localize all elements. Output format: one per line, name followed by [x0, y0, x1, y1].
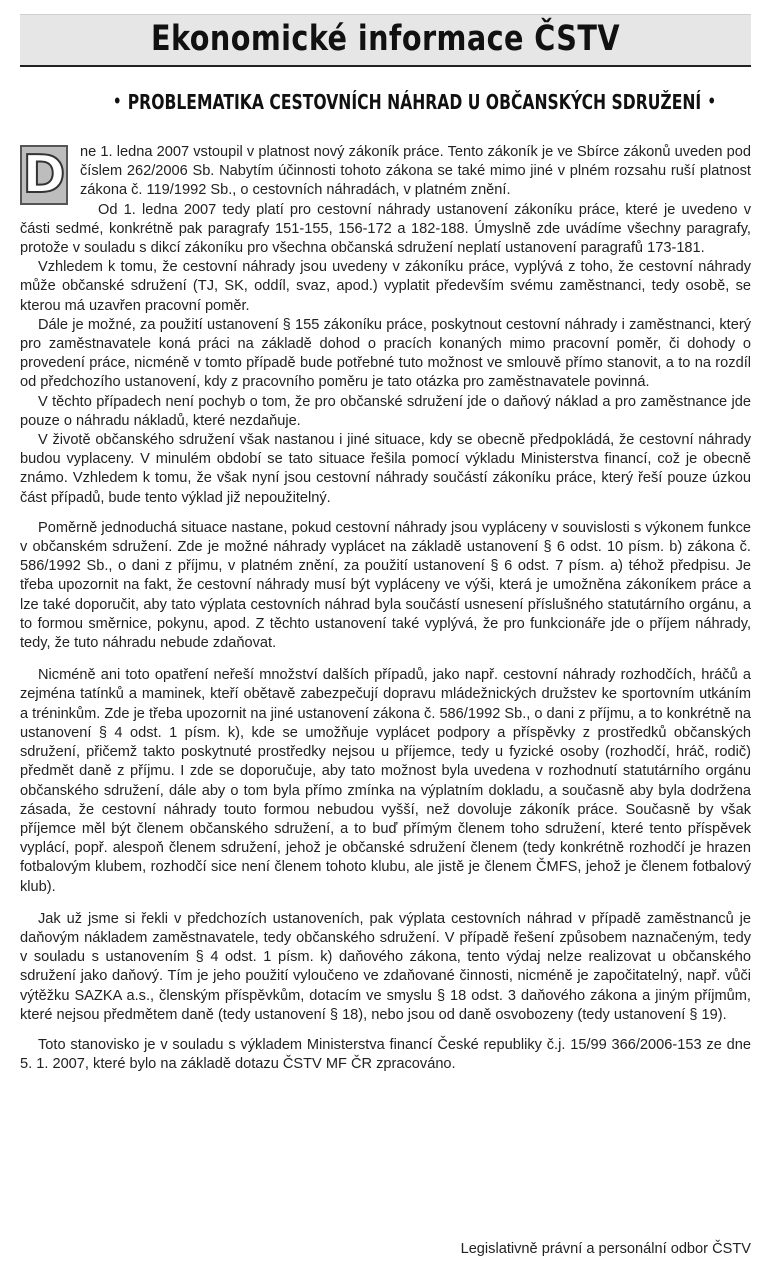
headline-text: PROBLEMATIKA CESTOVNÍCH NÁHRAD U OBČANSKÝCH SDRUŽENÍ	[127, 90, 702, 114]
headline-bullet-left: •	[113, 92, 122, 112]
masthead-rule	[20, 65, 751, 67]
article-body	[20, 143, 751, 1074]
drop-cap: D	[20, 145, 68, 205]
paragraph-8: Nicméně ani toto opatření neřeší množství dalších případů, jako např. cestovní náhrady rozhodčích, hráčů a zejména tatínků a maminek, kteří obětavě zabezpečují dopravu mládežnických družstev ke sportovním utkáním a tréninkům. Zde je třeba upozornit na jiné ustanovení zákona č. 586/1992 Sb., o dani z příjmu, a to konkrétně na ustanovení § 4 odst. 1 písm. k), kde se umožňuje vyplácet podpory a příspěvky z prostředků občanských sdružení, přičemž takto poskytnuté prostředky nejsou u příjemce, tedy u fyzické osoby (rozhodčí, hráč, rodič) předmět daně z příjmu. I zde se doporučuje, aby tato možnost byla uvedena v rozhodnutí statutárního orgánu občanského sdružení, dále aby o tom byla přímo zmínka na výplatním dokladu, a současně aby byla dodržena zásada, že cestovní náhrady touto formou nebudou vyšší, než dovoluje zákoník práce. Současně by však příjemce měl být členem občanského sdružení, a to buď přímým členem toho sdružení, které tento příspěvek vyplácí, popř. alespoň členem sdružení, jehož je občanské sdružení členem (tedy konkrétně rozhodčí je hrazen fotbalovým klubem, rozhodčí sice není členem tohoto klubu, ale jistě je členem ČMFS, jehož je členem fotbalový klub).	[20, 667, 751, 895]
paragraph-6: V životě občanského sdružení však nastanou i jiné situace, kdy se obecně předpokládá, že cestovní náhrady budou vyplaceny. V minulém období se tato situace řešila pomocí výkladu Ministerstva financí, což je obecně známo. Vzhledem k tomu, že však nyní jsou cestovní náhrady součástí zákoníku práce, který řeší pouze úzkou část případů, bude tento výklad již nepoužitelný.	[20, 432, 751, 506]
paragraph-2: Od 1. ledna 2007 tedy platí pro cestovní náhrady ustanovení zákoníku práce, které je uvedeno v části sedmé, konkrétně pak paragrafy 151-155, 156-172 a 182-188. Úmyslně zde uvádíme všechny paragrafy, protože v souladu s dikcí zákoníku pro všechna občanská sdružení neplatí ustanovení paragrafů 173-181.	[20, 201, 751, 257]
article-headline	[20, 90, 751, 114]
paragraph-7: Poměrně jednoduchá situace nastane, pokud cestovní náhrady jsou vypláceny v souvislosti s výkonem funkce v občanském sdružení. Zde je možné náhrady vyplácet na základě ustanovení § 6 odst. 10 písm. b) zákona č. 586/1992 Sb., o dani z příjmu, v platném znění, za použití ustanovení § 6 odst. 7 písm. a) téhož předpisu. Je třeba upozornit na fakt, že cestovní náhrady musí být vypláceny ve výši, která je umožněna zákoníkem práce a lze také doporučit, aby tato výplata cestovních náhrad byla součástí usnesení příslušného statutárního orgánu, a to formou směrnice, pokynu, apod. Z těchto ustanovení také vyplývá, že pro funkcionáře jde o příjem náhrady, tedy, že tuto náhradu nebude zdaňovat.	[20, 519, 751, 652]
masthead-title: Ekonomické informace ČSTV	[151, 19, 620, 59]
paragraph-5: V těchto případech není pochyb o tom, že pro občanské sdružení jde o daňový náklad a pro zaměstnance jde pouze o náhradu nákladů, které nezdaňuje.	[20, 393, 751, 429]
masthead-banner	[20, 14, 751, 65]
paragraph-10: Toto stanovisko je v souladu s výkladem Ministerstva financí České republiky č.j. 15/99 366/2006-153 ze dne 5. 1. 2007, které bylo na základě dotazu ČSTV MF ČR zpracováno.	[20, 1036, 751, 1073]
signature-line: Legislativně právní a personální odbor ČSTV	[460, 1241, 751, 1257]
paragraph-1-text: ne 1. ledna 2007 vstoupil v platnost nový zákoník práce. Tento zákoník je ve Sbírce zákonů uveden pod číslem 262/2006 Sb. Nabytím účinnosti tohoto zákona se také mimo jiné v plném rozsahu ruší platnost zákona č. 119/1992 Sb., o cestovních náhradách, v platném znění.	[80, 144, 751, 199]
headline-bullet-right: •	[707, 92, 716, 112]
paragraph-3: Vzhledem k tomu, že cestovní náhrady jsou uvedeny v zákoníku práce, vyplývá z toho, že cestovní náhrady může občanské sdružení (TJ, SK, oddíl, svaz, apod.) vyplatit především svému zaměstnanci, tedy osobě, se kterou má uzavřen pracovní poměr.	[20, 259, 751, 314]
paragraph-1	[20, 143, 751, 205]
paragraph-9: Jak už jsme si řekli v předchozích ustanoveních, pak výplata cestovních náhrad v případě zaměstnanců je daňovým nákladem zaměstnavatele, tedy občanského sdružení. V případě řešení způsobem naznačeným, tedy v souladu s ustanovením § 4 odst. 1 písm. k) daňového zákona, tento výdaj nelze realizovat u občanského sdružení jako daňový. Tím je jeho použití vyloučeno ve zdaňované činnosti, nicméně je započitatelný, např. vůči výtěžku SAZKA a.s., členským příspěvkům, dotacím ve smyslu § 18 odst. 3 daňového zákona a jiným příjmům, které nejsou předmětem daně (tedy ustanovení § 18), nebo jsou od daně osvobozeny (tedy ustanovení § 19).	[20, 910, 751, 1023]
paragraph-4: Dále je možné, za použití ustanovení § 155 zákoníku práce, poskytnout cestovní náhrady i zaměstnanci, který pro zaměstnavatele koná práci na základě dohod o pracích konaných mimo pracovní poměr, či dohody o provedení práce, nicméně v tomto případě bude potřebné tuto možnost ve smlouvě přímo stanovit, a to na rozdíl od předchozího ustanovení, kdy z pracovního poměru je tato otázka pro zaměstnavatele povinná.	[20, 316, 751, 391]
